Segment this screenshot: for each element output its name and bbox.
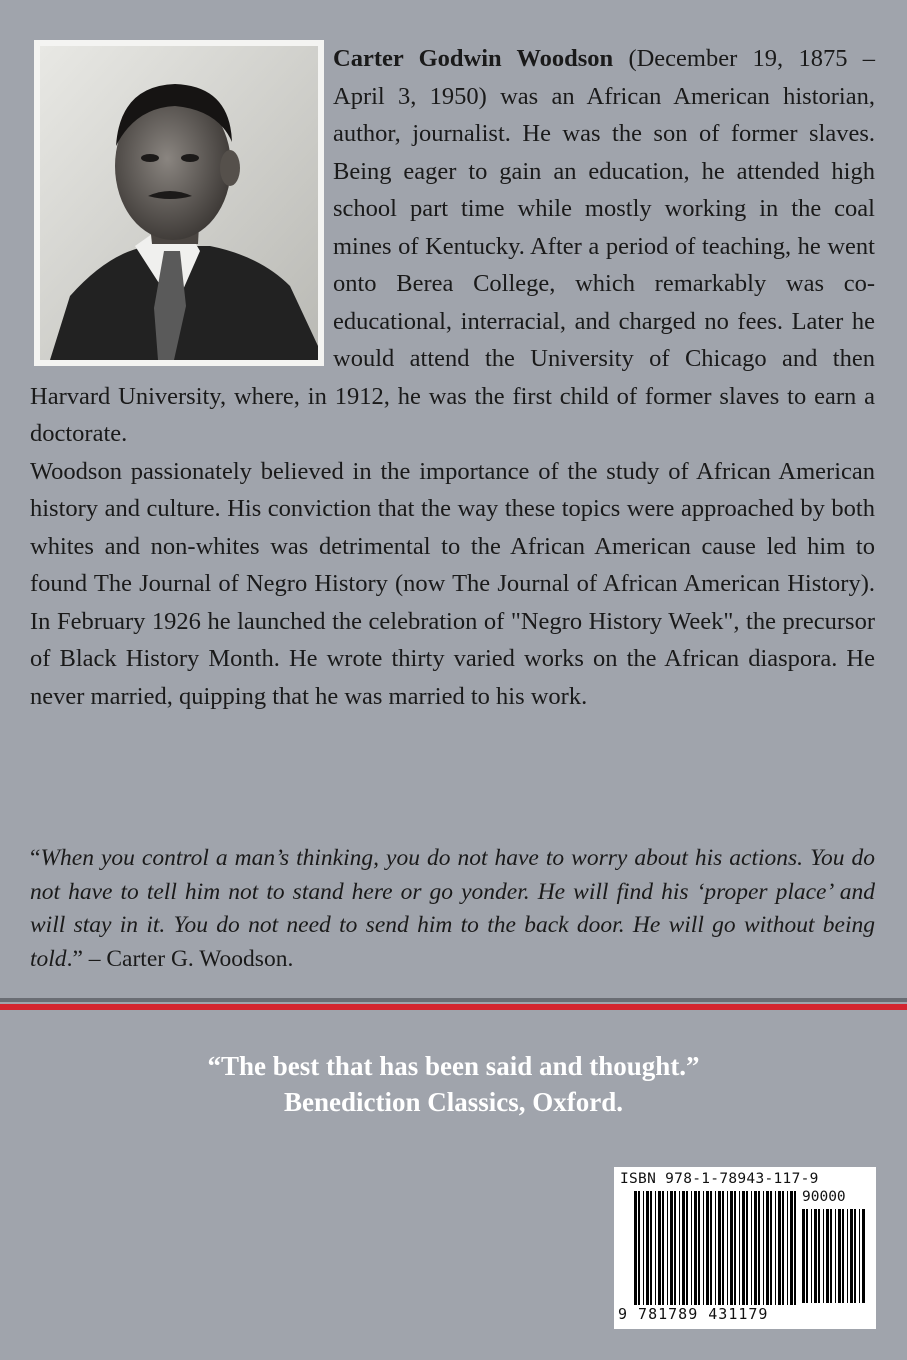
barcode-bar [706,1191,709,1305]
barcode-bar [823,1209,824,1303]
barcode-bar [806,1209,808,1303]
barcode-bar [686,1191,688,1305]
barcode-bar [802,1209,805,1303]
barcode-bar [854,1209,856,1303]
barcode-bar [698,1191,700,1305]
barcode-bar [674,1191,676,1305]
barcode-bar [850,1209,853,1303]
barcode-bar [862,1209,865,1303]
barcode-bar [790,1191,793,1305]
barcode-bar [727,1191,728,1305]
barcode-bar [787,1191,788,1305]
tagline-quote: “The best that has been said and thought.” [207,1051,700,1081]
bio-paragraph-1: Carter Godwin Woodson (December 19, 1875 – April 3, 1950) was an African American historian, author, journalist. He was the son of former slaves. Being eager to gain an education, he attended high school part time while mostly working in the coal mines of Kentucky. After a period of teaching, he went onto Berea College, which remarkably was co-educational, interracial, and charged no fees. Later he would attend the University of Chicago and then Harvard University, where, in 1912, he was the first child of former slaves to earn a doctorate. [30,45,875,447]
barcode-bar [794,1191,796,1305]
barcode-bar [746,1191,748,1305]
barcode-bar [658,1191,661,1305]
barcode-bar [775,1191,776,1305]
barcode-bar [754,1191,757,1305]
barcode-bar [842,1209,844,1303]
barcode-bar [847,1209,848,1303]
isbn-barcode [614,1167,876,1329]
barcode-bar [662,1191,664,1305]
bio-paragraph-2: Woodson passionately believed in the importance of the study of African American history and culture. His conviction that the way these topics were approached by both whites and non-whites was detrimental to the African American cause led him to found The Journal of Negro History (now The Journal of African American History). In February 1926 he launched the celebration of "Negro History Week", the precursor of Black History Month. He wrote thirty varied works on the African diaspora. He never married, quipping that he was married to his work. [30,457,875,710]
barcode-bars [634,1191,798,1305]
barcode-bar [730,1191,733,1305]
author-name: Carter Godwin Woodson [333,45,614,72]
barcode-bar [751,1191,752,1305]
barcode-bar [742,1191,745,1305]
barcode-bar [770,1191,772,1305]
barcode-bar [650,1191,652,1305]
barcode-bar [838,1209,841,1303]
divider-dark [0,998,907,1002]
addon-barcode-bars [802,1209,866,1303]
barcode-bar [638,1191,640,1305]
barcode-bar [811,1209,812,1303]
barcode-bar [679,1191,680,1305]
tagline-publisher: Benediction Classics, Oxford. [283,1087,623,1117]
barcode-bar [826,1209,829,1303]
barcode-bar [814,1209,817,1303]
biography-text [30,40,875,715]
barcode-bar [646,1191,649,1305]
barcode-bar [763,1191,764,1305]
barcode-bar [859,1209,860,1303]
barcode-bar [715,1191,716,1305]
quote-attribution: .” – Carter G. Woodson. [66,945,294,972]
barcode-bar [782,1191,784,1305]
barcode-bar [818,1209,820,1303]
divider-red [0,1004,907,1010]
barcode-bar [766,1191,769,1305]
barcode-bar [739,1191,740,1305]
publisher-tagline [0,1048,907,1120]
barcode-bar [778,1191,781,1305]
barcode-bar [722,1191,724,1305]
ean-number: 9 781789 431179 [618,1305,769,1323]
quote-text: When you control a man’s thinking, you do not have to worry about his actions. You do not have to tell him not to stand here or go yonder. He will find his ‘proper place’ and will stay in it. You do not need to send him to the back door. He will go without being told [30,845,875,972]
barcode-bar [691,1191,692,1305]
barcode-bar [682,1191,685,1305]
barcode-bar [655,1191,656,1305]
barcode-bar [718,1191,721,1305]
barcode-bar [667,1191,668,1305]
barcode-bar [643,1191,644,1305]
author-quote: “When you control a man’s thinking, you do not have to worry about his actions. You do not have to tell him not to stand here or go yonder. He will find his ‘proper place’ and will stay in it. You do not need to send him to the back door. He will go without being told.” – Carter G. Woodson. [30,845,875,972]
barcode-bar [835,1209,836,1303]
barcode-bar [694,1191,697,1305]
barcode-bar [710,1191,712,1305]
barcode-bar [634,1191,637,1305]
isbn-label: ISBN 978-1-78943-117-9 [620,1171,819,1187]
barcode-bar [670,1191,673,1305]
barcode-bar [758,1191,760,1305]
barcode-bar [734,1191,736,1305]
barcode-bar [830,1209,832,1303]
barcode-bar [703,1191,704,1305]
addon-number: 90000 [802,1189,846,1205]
